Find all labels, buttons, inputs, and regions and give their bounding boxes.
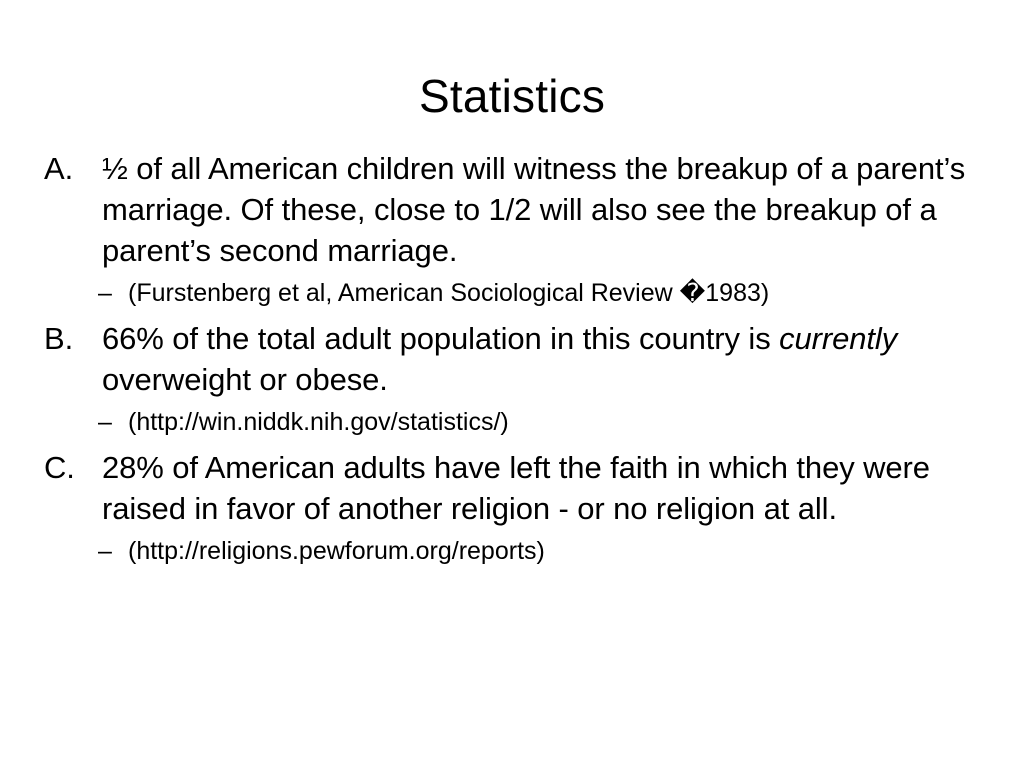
citation-text-b: (http://win.niddk.nih.gov/statistics/) [128, 408, 509, 436]
citation-dash-b: – [98, 408, 112, 436]
item-text-b-emphasis: currently [779, 321, 898, 356]
citation-text-a: (Furstenberg et al, American Sociological Review �1983) [128, 279, 770, 307]
citation-text-c: (http://religions.pewforum.org/reports) [128, 537, 545, 565]
citation-dash-c: – [98, 537, 112, 565]
item-text-a: ½ of all American children will witness the breakup of a parent’s marriage. Of these, close to 1/2 will also see the breakup of a parent’s second marriage. [102, 151, 966, 268]
statistic-item-a [44, 148, 974, 271]
citation-b [98, 406, 974, 439]
item-text-b-after: overweight or obese. [102, 362, 388, 397]
statistic-item-b [44, 318, 974, 400]
citation-a [98, 277, 974, 310]
item-text-c: 28% of American adults have left the faith in which they were raised in favor of another religion - or no religion at all. [102, 450, 930, 526]
slide-content [44, 148, 974, 576]
citation-c [98, 535, 974, 568]
item-text-b-before: 66% of the total adult population in this country is [102, 321, 780, 356]
slide-title: Statistics [418, 70, 606, 122]
statistic-item-c [44, 447, 974, 529]
item-marker-c: C. [44, 450, 75, 485]
citation-dash-a: – [98, 279, 112, 307]
item-text-b [102, 318, 974, 400]
item-marker-a: A. [44, 151, 74, 186]
item-marker-b: B. [44, 321, 74, 356]
